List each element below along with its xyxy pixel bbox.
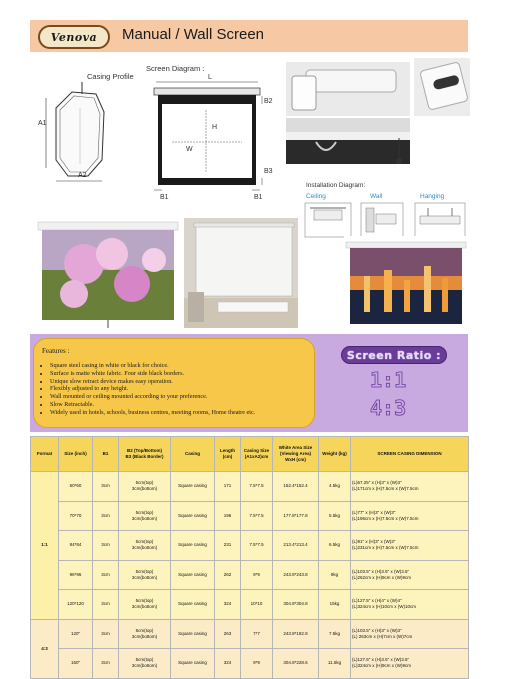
cell-dim-inch: (L)67.25" x (H)3" x (W)3" xyxy=(352,480,402,486)
cell-dim-cm: (L)231cm x (H)7.5cm x (W)7.5cm xyxy=(352,545,419,551)
cell-b1: 3cm xyxy=(93,472,119,502)
cell-b2 xyxy=(119,501,171,531)
cell-b2 xyxy=(119,619,171,649)
cell-b2-top: 5cm(top) xyxy=(135,539,154,545)
table-row xyxy=(31,501,469,531)
cell-dim-inch: (L)127.5" x (H)3.5" x (W)3.5" xyxy=(352,657,410,663)
cell-casing-size: 10*10 xyxy=(241,590,273,620)
cell-size: 70*70 xyxy=(59,501,93,531)
cell-length: 262 xyxy=(215,560,241,590)
cell-length: 231 xyxy=(215,531,241,561)
cell-b2-top: 5cm(top) xyxy=(135,509,154,515)
screen-ratio-badge xyxy=(341,346,447,364)
dim-a1: A1 xyxy=(38,120,47,127)
format-cell-1-1: 1:1 xyxy=(31,472,59,620)
col-b1: B1 xyxy=(93,437,119,472)
col-size: Size (inch) xyxy=(59,437,93,472)
feature-item: • Slow Retractable. xyxy=(50,401,255,409)
cell-b2 xyxy=(119,649,171,679)
cell-dim-cm: (L)171cm x (H)7.5cm x (W)7.5cm xyxy=(352,486,419,492)
cell-b2 xyxy=(119,560,171,590)
col-weight: Weight (kg) xyxy=(319,437,351,472)
cell-b2-bottom: 3cm(bottom) xyxy=(131,574,158,580)
cell-white-area: 177.8*177.8 xyxy=(273,501,319,531)
cell-size: 84*84 xyxy=(59,531,93,561)
cell-size: 120*120 xyxy=(59,590,93,620)
dim-b3: B3 xyxy=(264,168,273,175)
cell-b1: 3cm xyxy=(93,560,119,590)
cell-white-area: 152.4*152.4 xyxy=(273,472,319,502)
cell-weight: 6.5kg xyxy=(319,531,351,561)
feature-item: • Square steel casing in white or black for choice. xyxy=(50,362,255,370)
cell-b2-top: 5cm(top) xyxy=(135,598,154,604)
spec-table xyxy=(30,436,469,679)
col-casing-size xyxy=(241,437,273,472)
install-ceiling-label: Ceiling xyxy=(306,193,326,200)
cell-b2-top: 5cm(top) xyxy=(135,480,154,486)
install-hanging-label: Hanging xyxy=(420,193,445,200)
cell-dimension xyxy=(351,501,469,531)
cell-white-area: 304.8*304.8 xyxy=(273,590,319,620)
screen-dimension-diagram xyxy=(146,74,280,202)
logo-text: Venova xyxy=(50,30,98,44)
format-cell-4-3: 4:3 xyxy=(31,619,59,678)
feature-item: • Widely used in hotels, schools, business centres, meeting rooms, Home theatre etc. xyxy=(50,409,255,417)
col-dimension: SCREEN CASING DIMENSION xyxy=(351,437,469,472)
table-row xyxy=(31,619,469,649)
feature-item: • Flexibly adjusted to any height. xyxy=(50,385,255,393)
cell-casing: Square casing xyxy=(171,619,215,649)
ratio-1-1: 1:1 xyxy=(370,368,407,392)
cell-casing-size: 7.5*7.5 xyxy=(241,531,273,561)
features-list xyxy=(38,362,255,417)
table-row xyxy=(31,560,469,590)
feature-item: • Wall mounted or ceiling mounted according to your preference. xyxy=(50,393,255,401)
cell-weight: 5.5kg xyxy=(319,501,351,531)
cell-b2-bottom: 3cm(bottom) xyxy=(131,663,158,669)
cell-b2-bottom: 3cm(bottom) xyxy=(131,515,158,521)
ratio-4-3: 4:3 xyxy=(370,396,407,420)
cell-dim-inch: (L)127.5" x (H)4" x (W)4" xyxy=(352,598,402,604)
cell-casing: Square casing xyxy=(171,501,215,531)
cell-dim-cm: (L)324cm x (H)9cm x (W)9cm xyxy=(352,663,412,669)
wall-install-icon xyxy=(360,202,404,238)
cell-casing-size: 9*9 xyxy=(241,649,273,679)
dim-b1-left: B1 xyxy=(160,194,169,201)
dim-b1-right: B1 xyxy=(254,194,263,201)
cell-size: 60*60 xyxy=(59,472,93,502)
dim-b2: B2 xyxy=(264,98,273,105)
cell-b1: 3cm xyxy=(93,531,119,561)
cell-weight: 9kg xyxy=(319,560,351,590)
casing-end-photo xyxy=(286,62,410,116)
table-row xyxy=(31,531,469,561)
cell-length: 196 xyxy=(215,501,241,531)
cell-white-area: 243.8*243.8 xyxy=(273,560,319,590)
cell-dimension xyxy=(351,619,469,649)
cell-casing: Square casing xyxy=(171,531,215,561)
dim-a2: A2 xyxy=(78,172,87,179)
cell-b2 xyxy=(119,472,171,502)
cell-dimension xyxy=(351,649,469,679)
table-row xyxy=(31,472,469,502)
cell-casing: Square casing xyxy=(171,560,215,590)
cell-dimension xyxy=(351,560,469,590)
cell-b1: 3cm xyxy=(93,619,119,649)
cell-dim-inch: (L)77" x (H)3" x (W)3" xyxy=(352,509,396,515)
pull-cord-photo xyxy=(388,138,410,166)
table-row xyxy=(31,649,469,679)
cell-b2-bottom: 3cm(bottom) xyxy=(131,633,158,639)
flower-screen-photo xyxy=(34,214,180,330)
cell-size: 120" xyxy=(59,619,93,649)
col-white-line2: (Viewing Area) xyxy=(279,451,311,456)
cell-dim-inch: (L)103.5" x (H)3" x (W)3" xyxy=(352,627,402,633)
cell-dim-cm: (L)196cm x (H)7.5cm x (W)7.5cm xyxy=(352,515,419,521)
col-b2 xyxy=(119,437,171,472)
cell-weight: 4.5kg xyxy=(319,472,351,502)
hanging-install-icon xyxy=(414,202,466,238)
cell-b1: 3cm xyxy=(93,590,119,620)
cell-casing: Square casing xyxy=(171,590,215,620)
col-length-line1: Length xyxy=(220,448,235,453)
col-white-line3: WxH (cm) xyxy=(285,457,306,462)
table-header-row xyxy=(31,437,469,472)
cell-b2 xyxy=(119,531,171,561)
cell-length: 263 xyxy=(215,619,241,649)
cell-white-area: 213.4*213.4 xyxy=(273,531,319,561)
cell-b2-top: 5cm(top) xyxy=(135,657,154,663)
cell-dim-cm: (L) 263cm x (H)7cm x (W)7cm xyxy=(352,633,413,639)
cell-b1: 3cm xyxy=(93,649,119,679)
install-wall-label: Wall xyxy=(370,193,383,200)
col-b2-line2: B3 (Black Border) xyxy=(125,454,164,459)
cell-dim-inch: (L)103.5" x (H)3.5" x (W)3.5" xyxy=(352,568,410,574)
col-casing: Casing xyxy=(171,437,215,472)
col-csize-line1: Casing Size xyxy=(243,448,270,453)
dim-w: W xyxy=(186,146,193,153)
cell-casing-size: 9*9 xyxy=(241,560,273,590)
casing-profile-diagram xyxy=(34,78,120,190)
cell-b1: 3cm xyxy=(93,501,119,531)
dim-h: H xyxy=(212,124,218,131)
ceiling-install-icon xyxy=(304,202,352,238)
cell-dim-cm: (L)262cm x (H)9cm x (W)9cm xyxy=(352,574,412,580)
cell-weight: 7.5kg xyxy=(319,619,351,649)
col-csize-line2: (A1xA2)cm xyxy=(244,454,269,459)
screen-diagram-label: Screen Diagram : xyxy=(146,64,205,73)
screen-ratio-label: Screen Ratio : xyxy=(346,348,442,362)
cell-dimension xyxy=(351,531,469,561)
cell-b2-top: 5cm(top) xyxy=(135,627,154,633)
cell-b2-top: 5cm(top) xyxy=(135,568,154,574)
casing-logo-photo xyxy=(414,58,470,116)
cell-size: 150" xyxy=(59,649,93,679)
brand-logo xyxy=(38,25,110,49)
cell-white-area: 243.8*182.9 xyxy=(273,619,319,649)
col-white-line1: White Area Size xyxy=(278,445,313,450)
cell-casing: Square casing xyxy=(171,472,215,502)
cell-b2 xyxy=(119,590,171,620)
cell-weight: 11.5kg xyxy=(319,649,351,679)
cell-dimension xyxy=(351,590,469,620)
cell-casing-size: 7.5*7.5 xyxy=(241,472,273,502)
casing-profile-label: Casing Profile xyxy=(87,72,134,81)
col-format: Format xyxy=(31,437,59,472)
cell-b2-bottom: 3cm(bottom) xyxy=(131,604,158,610)
installation-diagram-label: Installation Diagram: xyxy=(306,182,366,189)
col-length-line2: (cm) xyxy=(222,454,233,459)
col-b2-line1: B2 (Top/Bottom) xyxy=(127,448,162,453)
cell-casing-size: 7*7 xyxy=(241,619,273,649)
cell-white-area: 304.8*228.6 xyxy=(273,649,319,679)
page-title: Manual / Wall Screen xyxy=(122,26,265,43)
table-row xyxy=(31,590,469,620)
features-title: Features : xyxy=(42,347,70,355)
city-screen-photo xyxy=(344,236,468,332)
feature-item: • Surface is matte white fabric. Four side black borders. xyxy=(50,370,255,378)
feature-item: • Unique slow retract device makes easy operation. xyxy=(50,378,255,386)
cell-size: 96*96 xyxy=(59,560,93,590)
cell-dim-inch: (L)91" x (H)3" x (W)3" xyxy=(352,539,396,545)
cell-casing-size: 7.5*7.5 xyxy=(241,501,273,531)
col-white-area xyxy=(273,437,319,472)
cell-length: 324 xyxy=(215,590,241,620)
cell-b2-bottom: 3cm(bottom) xyxy=(131,545,158,551)
cell-dimension xyxy=(351,472,469,502)
col-length xyxy=(215,437,241,472)
cell-weight: 15kg xyxy=(319,590,351,620)
cell-b2-bottom: 3cm(bottom) xyxy=(131,486,158,492)
cell-length: 171 xyxy=(215,472,241,502)
room-screen-photo xyxy=(184,218,298,328)
cell-dim-cm: (L)324cm x (H)10cm x (W)10cm xyxy=(352,604,417,610)
cell-casing: Square casing xyxy=(171,649,215,679)
cell-length: 324 xyxy=(215,649,241,679)
dim-l: L xyxy=(208,74,212,81)
